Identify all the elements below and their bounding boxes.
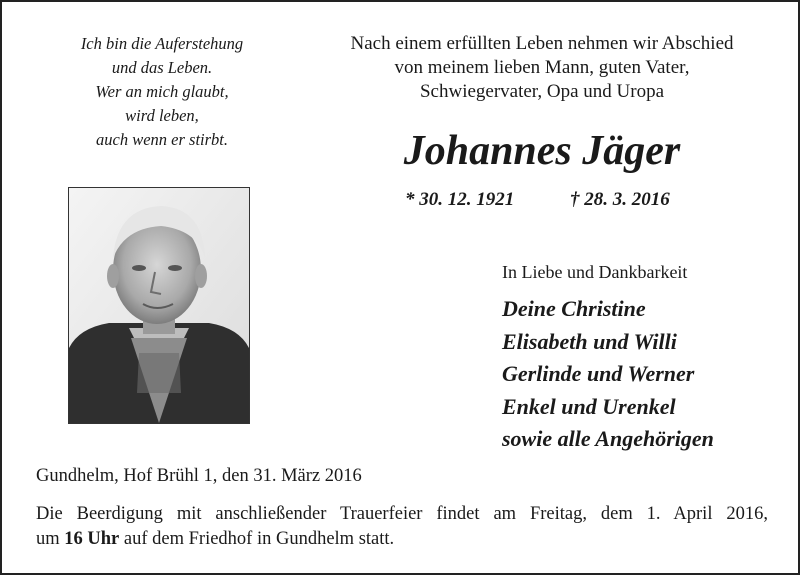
verse-line: Ich bin die Auferstehung — [80, 34, 244, 53]
mourners-list — [502, 293, 714, 456]
mourner-entry: Gerlinde und Werner — [502, 361, 695, 386]
mourner-entry: sowie alle Angehörigen — [502, 426, 714, 451]
place-and-date: Gundhelm, Hof Brühl 1, den 31. März 2016 — [36, 466, 362, 486]
portrait-photo — [68, 187, 250, 424]
verse-line: und das Leben. — [111, 58, 213, 77]
death-date: † 28. 3. 2016 — [570, 189, 670, 210]
verse-line: Wer an mich glaubt, — [95, 82, 229, 101]
mourner-entry: Elisabeth und Willi — [502, 328, 677, 354]
funeral-text: auf dem Friedhof in Gundhelm statt. — [119, 529, 395, 549]
funeral-time: 16 Uhr — [64, 529, 120, 549]
funeral-text: um — [36, 529, 65, 549]
funeral-notice — [36, 502, 768, 552]
verse-line: auch wenn er stirbt. — [96, 130, 228, 149]
bible-verse — [22, 32, 302, 152]
intro-line: Nach einem erfüllten Leben nehmen wir Abschied — [350, 33, 734, 54]
farewell-intro — [302, 32, 782, 104]
intro-line: Schwiegervater, Opa und Uropa — [419, 81, 665, 102]
verse-line: wird leben, — [125, 106, 199, 125]
funeral-line-time — [36, 527, 768, 552]
funeral-line: Die Beerdigung mit anschließender Trauerfeier findet am Freitag, dem 1. April 2016, — [36, 504, 768, 524]
deceased-name: Johannes Jäger — [403, 128, 681, 174]
intro-line: von meinem lieben Mann, guten Vater, — [394, 57, 690, 78]
mourner-entry: Enkel und Urenkel — [502, 393, 676, 419]
mourner-entry: Deine Christine — [502, 296, 646, 321]
thanks-line: In Liebe und Dankbarkeit — [502, 262, 688, 282]
birth-date: * 30. 12. 1921 — [405, 189, 515, 210]
